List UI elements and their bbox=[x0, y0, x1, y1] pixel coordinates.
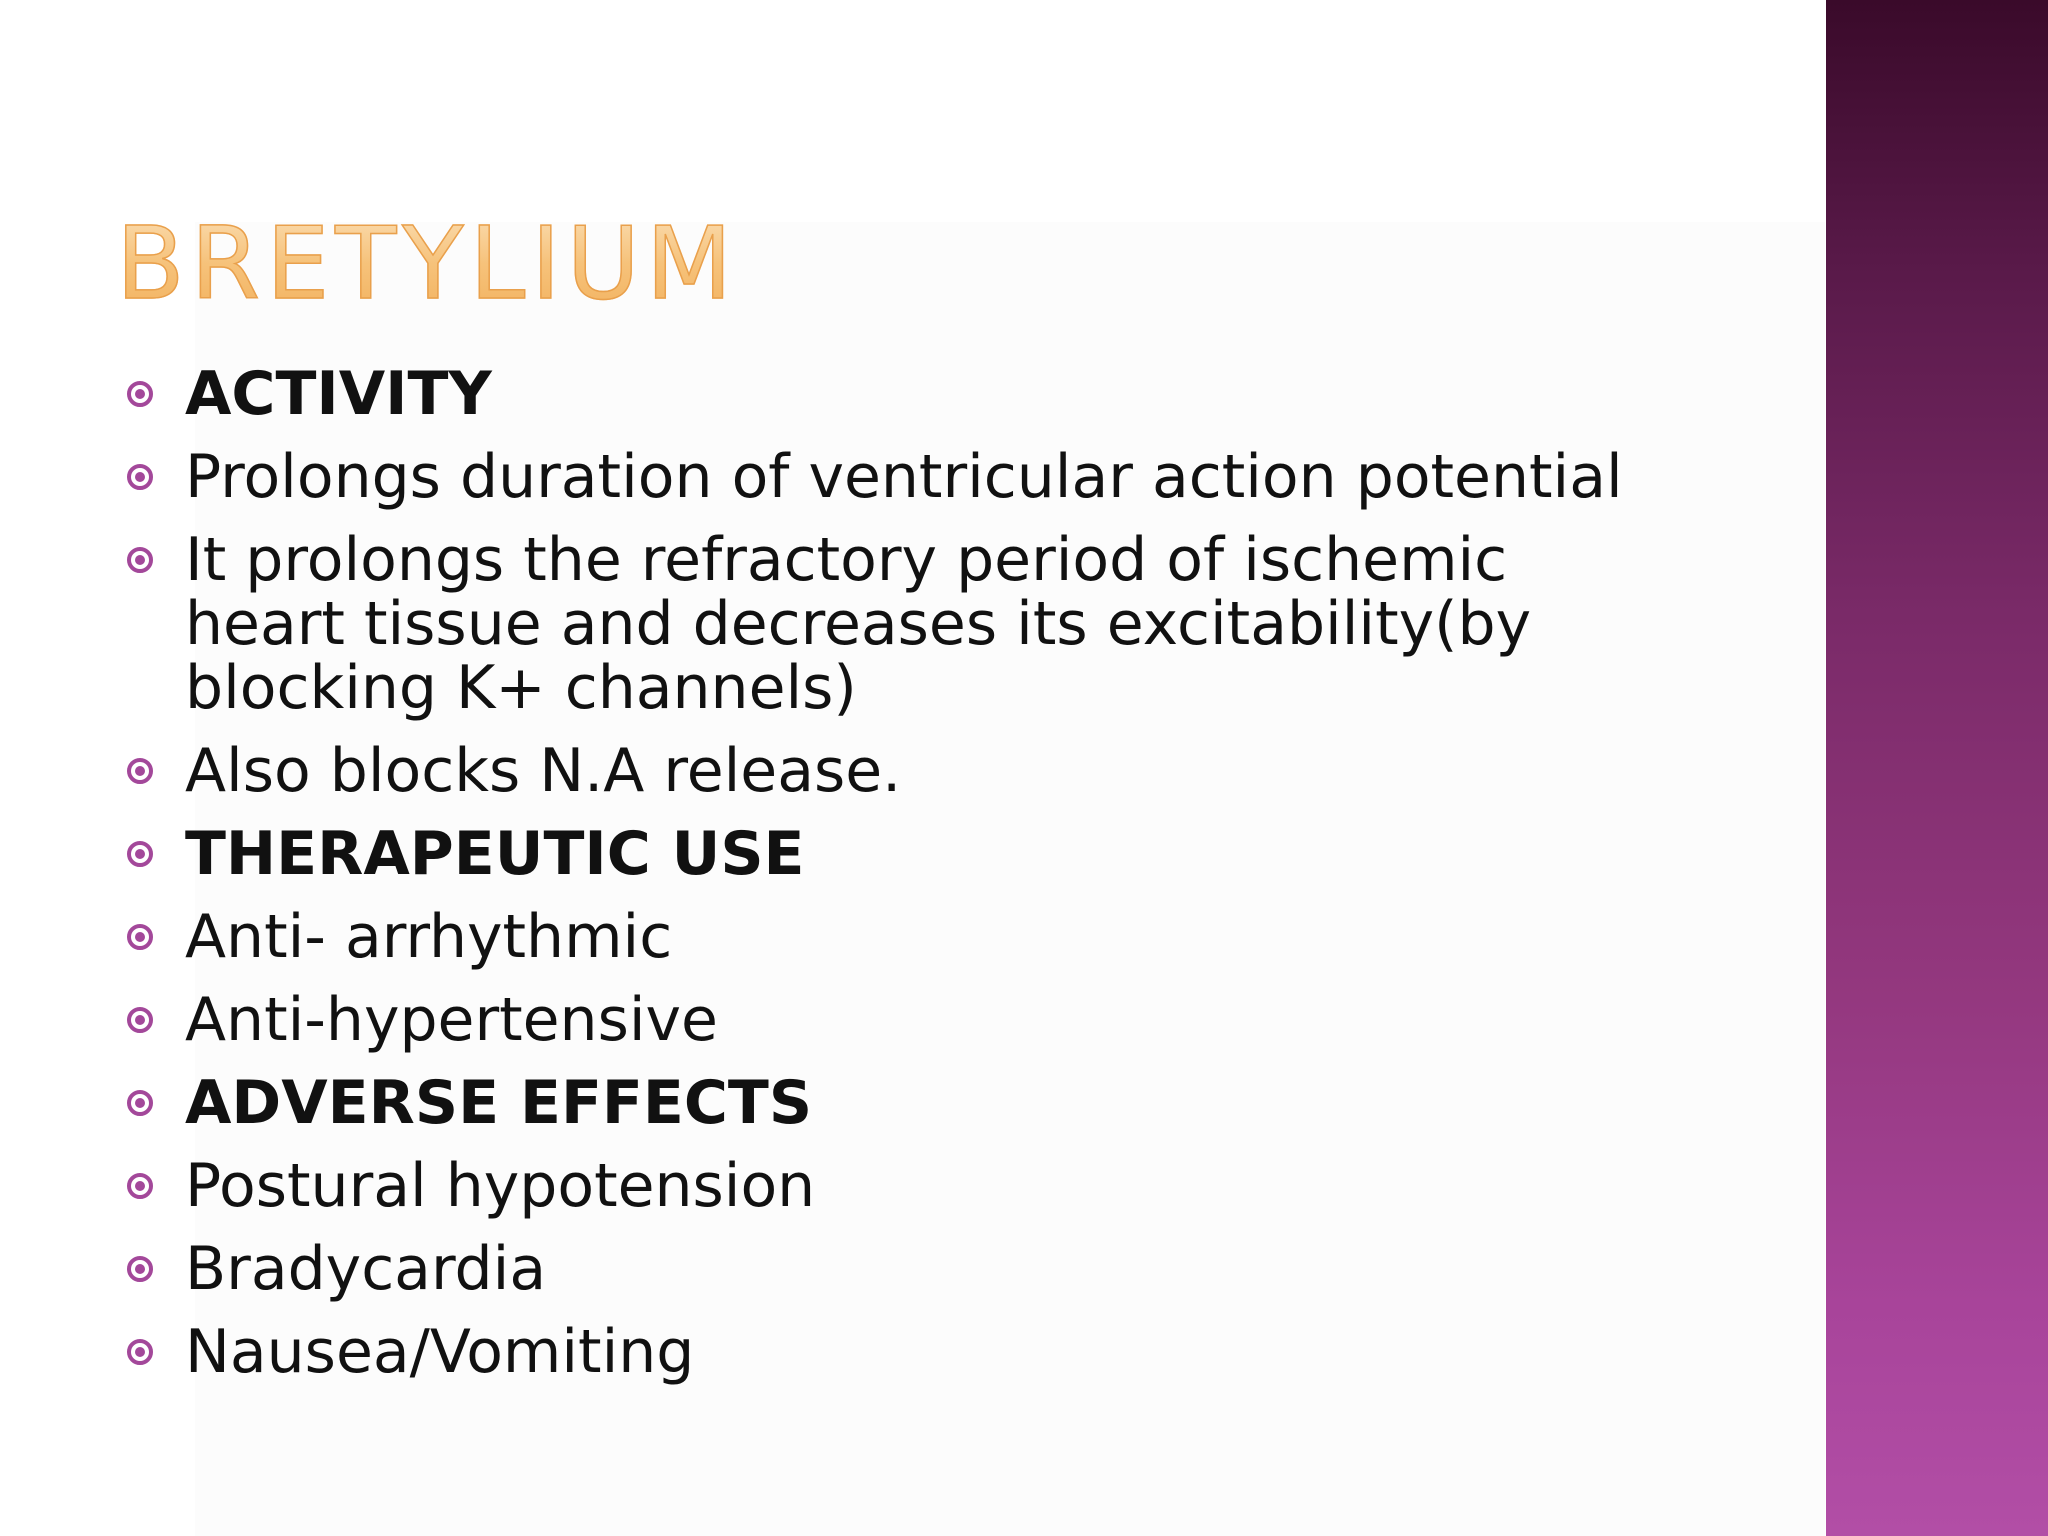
bullet-text: Bradycardia bbox=[185, 1234, 547, 1304]
bullet-item bbox=[120, 902, 1770, 972]
bullet-icon bbox=[127, 758, 153, 784]
bullet-icon bbox=[127, 841, 153, 867]
bullet-icon bbox=[127, 1339, 153, 1365]
bullet-icon bbox=[127, 547, 153, 573]
bullet-icon bbox=[127, 1007, 153, 1033]
slide-title: BRETYLIUM bbox=[116, 205, 739, 322]
bullet-text: Nausea/Vomiting bbox=[185, 1317, 695, 1387]
bullet-item-adverse-heading bbox=[120, 1068, 1770, 1138]
bullet-item bbox=[120, 1234, 1770, 1304]
bullet-text: Postural hypotension bbox=[185, 1151, 816, 1221]
decorative-sidebar bbox=[1826, 0, 2048, 1536]
bullet-icon bbox=[127, 1256, 153, 1282]
bullet-item-therapeutic-heading bbox=[120, 819, 1770, 889]
bullet-text: Anti-hypertensive bbox=[185, 985, 718, 1055]
bullet-item bbox=[120, 1317, 1770, 1387]
bullet-icon bbox=[127, 924, 153, 950]
bullet-icon bbox=[127, 1173, 153, 1199]
bullet-text: ACTIVITY bbox=[185, 359, 492, 429]
bullet-text: Anti- arrhythmic bbox=[185, 902, 673, 972]
bullet-text-line: blocking K+ channels) bbox=[185, 653, 857, 723]
bullet-icon bbox=[127, 464, 153, 490]
bullet-item-activity-heading bbox=[120, 359, 1770, 429]
bullet-item bbox=[120, 525, 1770, 723]
bullet-icon bbox=[127, 381, 153, 407]
bullet-text-line: It prolongs the refractory period of ischemic bbox=[185, 525, 1508, 595]
bullet-text: Also blocks N.A release. bbox=[185, 736, 902, 806]
bullet-icon bbox=[127, 1090, 153, 1116]
bullet-item bbox=[120, 736, 1770, 806]
bullet-list bbox=[120, 359, 1770, 1403]
bullet-text: Prolongs duration of ventricular action potential bbox=[185, 442, 1623, 512]
bullet-item bbox=[120, 985, 1770, 1055]
bullet-text: THERAPEUTIC USE bbox=[185, 819, 805, 889]
bullet-text: ADVERSE EFFECTS bbox=[185, 1068, 813, 1138]
bullet-item bbox=[120, 442, 1770, 512]
bullet-item bbox=[120, 1151, 1770, 1221]
bullet-text-line: heart tissue and decreases its excitability(by bbox=[185, 589, 1532, 659]
